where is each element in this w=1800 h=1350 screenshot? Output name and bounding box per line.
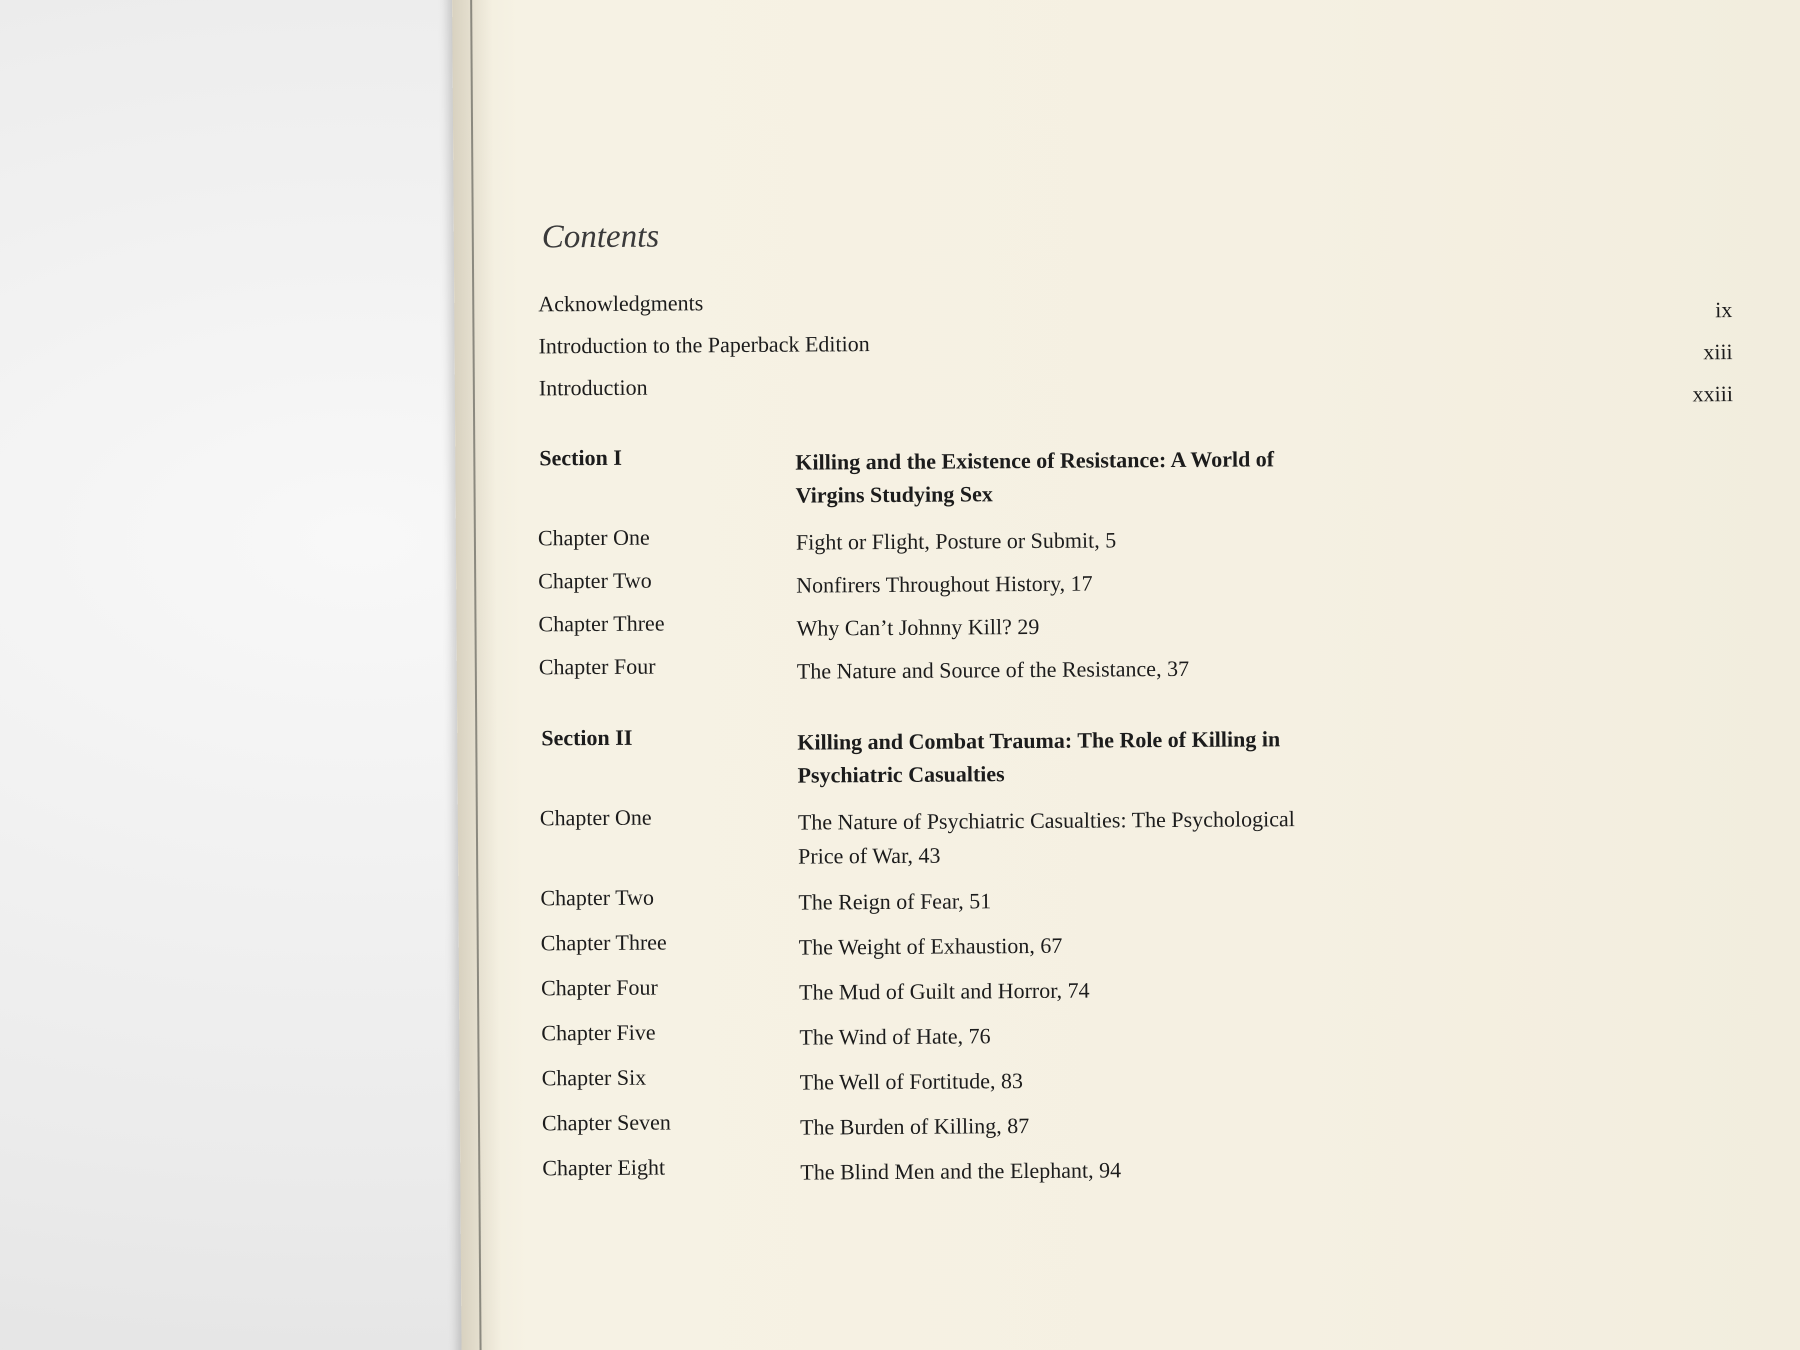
section-title: Killing and the Existence of Resistance: A World of Virgins Studying Sex (795, 446, 1275, 508)
chapter-label: Chapter Two (538, 567, 652, 594)
chapter-title: Nonfirers Throughout History, 17 (796, 570, 1093, 598)
book-page (452, 0, 1800, 1350)
chapter-label: Chapter Five (541, 1019, 656, 1046)
contents-title: Contents (541, 218, 660, 256)
front-matter-label: Acknowledgments (538, 290, 704, 317)
front-matter-list (532, 283, 1793, 418)
chapter-title: The Nature of Psychiatric Casualties: The Psychological Price of War, 43 (797, 806, 1295, 869)
chapter-entry (538, 1147, 1798, 1201)
section-heading (535, 717, 1796, 806)
chapter-title: Why Can’t Johnny Kill? 29 (796, 613, 1040, 641)
front-matter-label: Introduction (538, 374, 648, 401)
chapter-label: Chapter Seven (541, 1109, 671, 1136)
front-matter-item (539, 367, 1793, 418)
section-1 (533, 437, 1795, 698)
front-matter-label: Introduction to the Paperback Edition (538, 331, 870, 359)
section-heading (533, 437, 1794, 526)
front-matter-page: ix (1715, 297, 1733, 323)
section-2 (535, 717, 1798, 1201)
front-matter-page: xiii (1703, 339, 1733, 365)
chapter-entry (536, 797, 1797, 886)
chapter-label: Chapter Two (540, 884, 655, 911)
chapter-title: The Weight of Exhaustion, 67 (798, 932, 1063, 960)
chapter-title: The Burden of Killing, 87 (799, 1112, 1030, 1140)
chapter-label: Chapter Four (538, 653, 656, 680)
section-label: Section II (541, 724, 633, 751)
chapter-title: The Well of Fortitude, 83 (799, 1068, 1024, 1095)
chapter-label: Chapter Three (540, 929, 667, 956)
chapter-label: Chapter Four (540, 974, 658, 1001)
chapter-label: Chapter Three (538, 610, 665, 637)
chapter-title: The Mud of Guilt and Horror, 74 (798, 977, 1090, 1005)
chapter-title: The Blind Men and the Elephant, 94 (800, 1157, 1122, 1185)
chapter-label: Chapter Six (541, 1064, 647, 1091)
chapter-label: Chapter One (537, 524, 650, 551)
table-of-contents (532, 211, 1799, 1201)
chapter-title: The Nature and Source of the Resistance, 37 (796, 655, 1190, 684)
chapter-title: The Reign of Fear, 51 (798, 888, 992, 915)
front-matter-page: xxiii (1692, 381, 1734, 407)
chapter-entry (535, 646, 1795, 698)
chapter-label: Chapter One (539, 804, 652, 831)
chapter-title: Fight or Flight, Posture or Submit, 5 (795, 527, 1117, 555)
section-title: Killing and Combat Trauma: The Role of Killing in Psychiatric Casualties (797, 726, 1281, 788)
chapter-label: Chapter Eight (542, 1154, 666, 1181)
chapter-title: The Wind of Hate, 76 (799, 1023, 991, 1050)
section-label: Section I (539, 444, 622, 471)
